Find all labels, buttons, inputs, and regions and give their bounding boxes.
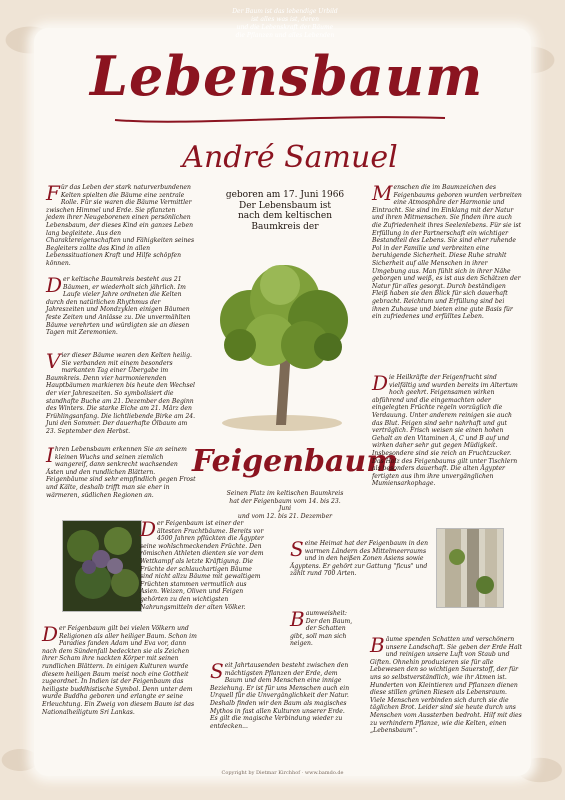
motto-line: Der Baum ist das lebendige Urbild bbox=[232, 8, 338, 15]
tree-dates bbox=[225, 490, 345, 520]
paragraph: er keltische Baumkreis besteht aus 21 Bäumen, er wiederholt sich jährlich. Im Laufe vieler Jahre ordneten die Kelten durch den natürlichen Rhythmus der Jahreszeiten und Mondzyklen einigen Bäumen feste Zeiten und Anlässe zu. Die unvermählten Bäume verehrten und würdigten sie an diesen Tagen mit Zeremonien. bbox=[46, 276, 191, 337]
text-block-erkennen bbox=[46, 443, 196, 499]
dates-line: hat der Feigenbaum vom 14. bis 23. Juni bbox=[229, 497, 341, 513]
drop-cap: V bbox=[46, 349, 61, 373]
text-block-baumkreis bbox=[46, 273, 196, 337]
motto-line: und die Lebenskraft der Bäume bbox=[236, 24, 334, 31]
paragraph: ie Heilkräfte der Feigenfrucht sind vielfältig und wurden bereits im Altertum hoch geehrt. Feigensamen wirken abführend und die eingemachten oder eingelegten Früchte regeln vorzüglich die Verdauung. Unter anderem reinigen sie auch das Blut. Feigen sind sehr nahrhaft und gut verträglich. Frisch weisen sie einen hohen Gehalt an den Vitaminen A, C und B auf und wirken daher sehr gut gegen Müdigkeit. Insbesondere sind sie reich an Fruchtzucker. Das Holz des Feigenbaums gilt unter Tischlern als besonders dauerhaft. Die alten Ägypter fertigten aus ihm ihre unvergänglichen Mumiensarkophage. bbox=[372, 374, 518, 488]
tree-name: Feigenbaum bbox=[192, 444, 398, 479]
text-block-baeume bbox=[370, 633, 522, 735]
birth-line: nach dem keltischen Baumkreis der bbox=[237, 211, 333, 232]
title-swash bbox=[110, 108, 450, 128]
motto bbox=[210, 8, 360, 40]
fig-tree-illustration bbox=[210, 255, 355, 435]
paragraph: hren Lebensbaum erkennen Sie an seinem kleinen Wuchs und seinen ziemlich wangereif, dann senkrecht wachsenden Ästen und den rundlichen Blättern. Feigenbäume sind sehr empfindlich gegen Frost und Kälte, deshalb trifft man sie eher in wärmeren, südlichen Regionen an. bbox=[46, 446, 196, 499]
paragraph: ür das Leben der stark naturverbundenen Kelten spielten die Bäume eine zentrale Rolle. Für sie waren die Bäume Vermittler zwischen Himmel und Erde. Sie pflanzten jedem ihrer Neugeborenen einen persönlichen Lebensbaum, der dieses Kind ein ganzes Leben lang begleitete. Aus den Charaktereigenschaften und Fähigkeiten seines Begleiters zollte das Kind in allen Lebenssituationen Kraft und Hilfe schöpfen können. bbox=[46, 184, 195, 267]
birth-date: geboren am 17. Juni 1966 bbox=[225, 190, 345, 200]
text-block-kelten bbox=[46, 181, 196, 268]
drop-cap: M bbox=[372, 181, 393, 205]
paragraph: äume spenden Schatten und verschönern unsere Landschaft. Sie geben der Erde Halt und reinigen unsere Luft von Staub und Giften. Ohnehin produzieren sie für alle Lebewesen den so wichtigen Sauerstoff, der für uns so selbstverständlich, wie ihr Atmen ist. Hunderten von Kleintieren und Pflanzen dienen diese stillen grünen Riesen als Lebensraum. Viele Menschen verbinden sich durch sie die täglichen Brot. Leider sind sie heute durch uns Menschen vom Aussterben bedroht. Hilf mit dies zu verhindern Pflanze, wie die Kelten, einen „Lebensbaum“. bbox=[370, 636, 522, 735]
drop-cap: D bbox=[42, 622, 59, 646]
drop-cap: D bbox=[46, 273, 63, 297]
dates-line: und vom 12. bis 21. Dezember bbox=[237, 512, 333, 520]
copyright: Copyright by Dietmar Kirchhof · www.bamdo.de bbox=[221, 770, 344, 776]
page-title: Lebensbaum bbox=[90, 44, 484, 108]
text-block-heilkraefte bbox=[372, 371, 522, 488]
paragraph: eine Heimat hat der Feigenbaum in den warmen Ländern des Mittelmeerraums und in den heißen Zonen Asiens sowie Ägyptens. Er gehört zur Gattung "ficus" und zählt rund 700 Arten. bbox=[290, 540, 428, 578]
person-name: André Samuel bbox=[182, 140, 398, 175]
drop-cap: I bbox=[46, 443, 54, 467]
paragraph: eit Jahrtausenden besteht zwischen den mächtigsten Pflanzen der Erde, dem Baum und dem Menschen eine innige Beziehung. Er ist für uns Menschen auch ein Urquell für die Unvergänglichkeit der Natur. Deshalb finden wir den Baum als magisches Mythos in fast allen Kulturen unserer Erde. Es gilt die magische Verbindung wieder zu entdecken... bbox=[210, 662, 350, 730]
paragraph: er Feigenbaum gilt bei vielen Völkern und Religionen als aller heiliger Baum. Schon im Paradies fanden Adam und Eva vor, dann nach dem Sündenfall bedeckten sie als Zeichen ihrer Scham ihre nackten Körper mit seinen rundlichen Blättern. In einigen Kulturen wurde diesem heiligen Baum meist noch eine Gottheit zugeordnet. In Indien ist der Feigenbaum das heiligste buddhistische Symbol. Denn unter dem wurde Buddha geboren und erlangte er seine Erleuchtung. Ein Zweig von diesem Baum ist das Nationalheiligtum Sri Lankas. bbox=[42, 625, 197, 716]
text-block-religion bbox=[42, 622, 202, 716]
paragraph: enschen die im Baumzeichen des Feigenbaums geboren wurden verbreiten eine Atmosphäre der Harmonie und Eintracht. Sie sind im Einklang mit der Natur und ihren Mitmenschen. Sie finden ihre auch die Zufriedenheit ihres Seelenlebens. Für sie ist Erfüllung in der Partnerschaft ein wichtiger Bestandteil des Lebens. Sie sind eher ruhende Pol in der Familie und verbreiten eine beruhigende Sicherheit. Diese Ruhe strahlt Sicherheit auf alle Menschen in ihrer Umgebung aus. Man fühlt sich in ihrer Nähe geborgen und weiß, es ist aus den Schätzen der Natur für alles gesorgt. Durch beständigen Fleiß haben sie den Blick für sich dauerhaft gebracht. Reichtum und Erfüllung sind bei ihnen Zuhause und bieten eine gute Basis für ein zufriedenes und erfülltes Leben. bbox=[372, 184, 522, 321]
motto-line: ist alles was ist, deren bbox=[251, 16, 319, 23]
drop-cap: D bbox=[140, 517, 157, 541]
paragraph: aumweisheit: Der den Baum, der Schatten gibt, soll man sich neigen. bbox=[290, 610, 353, 648]
text-block-jahrtausende bbox=[210, 659, 350, 730]
fig-fruit-photo bbox=[62, 520, 142, 612]
motto-line: die Pflanzen und alles Lebenden bbox=[235, 32, 335, 39]
drop-cap: B bbox=[370, 633, 385, 657]
fig-bark-photo bbox=[436, 528, 504, 608]
drop-cap: D bbox=[372, 371, 389, 395]
text-block-heimat bbox=[290, 537, 428, 578]
paragraph: er Feigenbaum ist einer der ältesten Fruchtbäume. Bereits vor 4500 Jahren pflückten die Ägypter seine wohlschmeckenden Früchte. Den römischen Athleten dienten sie vor dem Wettkampf als letzte Kräftigung. Die Früchte der schlauchartigen Bäume sind nicht allzu Bäume mit gewaltigem Früchten stammen vermutlich aus Asien. Weizen, Oliven und Feigen gehörten zu den wichtigsten Nahrungsmitteln der alten Völker. bbox=[140, 520, 264, 611]
birth-line: Der Lebensbaum ist bbox=[239, 200, 331, 211]
drop-cap: B bbox=[290, 607, 305, 631]
drop-cap: S bbox=[290, 537, 304, 561]
text-block-fruchtbaum bbox=[140, 517, 266, 611]
text-block-menschen bbox=[372, 181, 522, 321]
text-block-heilige-baeume bbox=[46, 349, 196, 436]
drop-cap: F bbox=[46, 181, 60, 205]
paragraph: ier dieser Bäume waren den Kelten heilig. Sie verbanden mit einem besonders markanten Tag einer Übergabe im Baumkreis. Denn vier harmonierenden Hauptbäumen markieren bis heute den Wechsel der vier Jahreszeiten. So symbolisiert die standhafte Buche am 21. Dezember den Beginn des Winters. Die starke Eiche am 21. März den Frühlingsanfang. Die lichtliebende Birke am 24. Juni den Sommer. Der dauerhafte Ölbaum am 23. September den Herbst. bbox=[46, 352, 196, 435]
birth-info bbox=[215, 190, 355, 232]
text-block-baumweisheit bbox=[290, 607, 360, 648]
drop-cap: S bbox=[210, 659, 224, 683]
dates-line: Seinen Platz im keltischen Baumkreis bbox=[226, 490, 344, 497]
